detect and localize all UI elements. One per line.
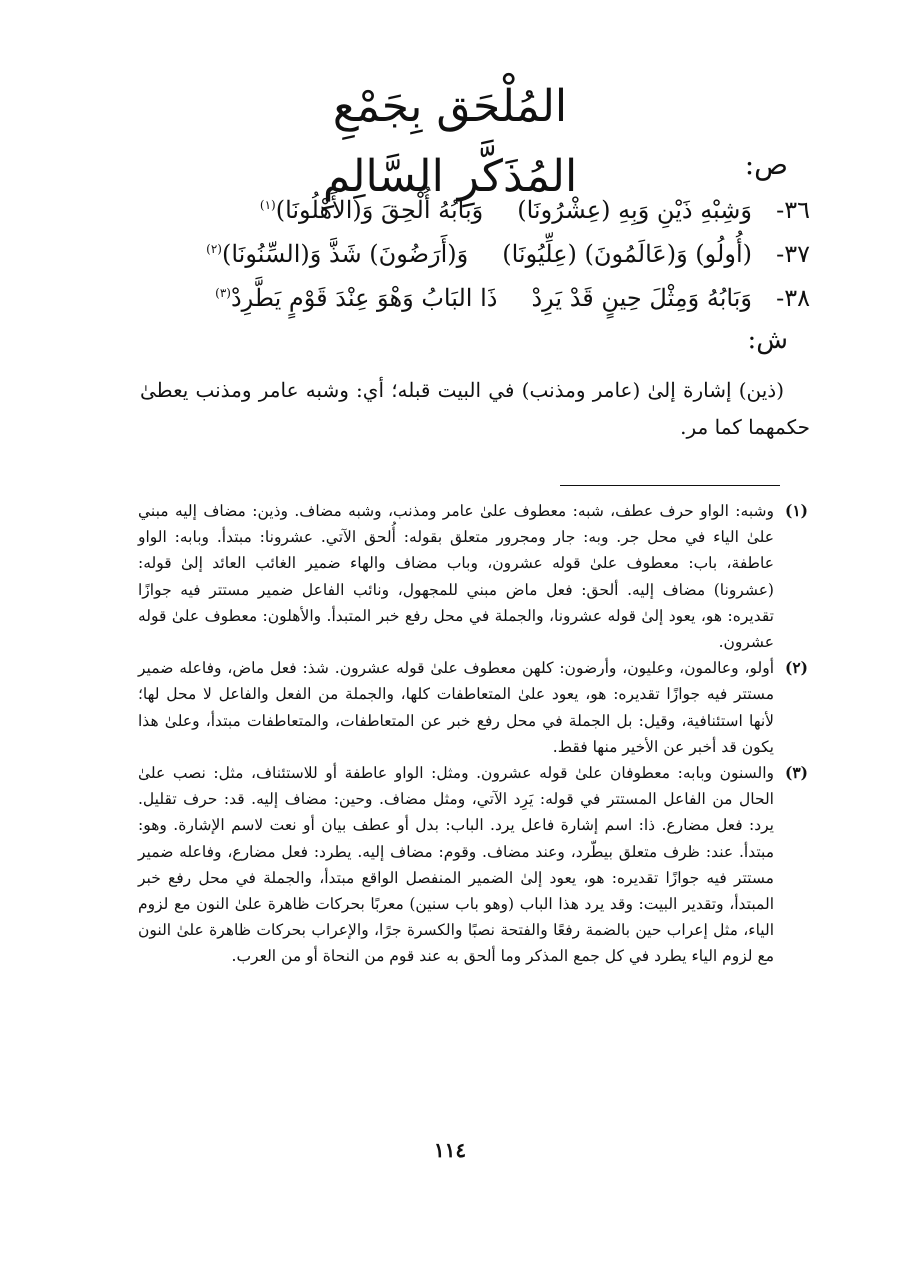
- page-number: ١١٤: [433, 1138, 467, 1162]
- verse-line: [140, 232, 810, 276]
- verse-second-half-text: ذَا البَابُ وَهْوَ عِنْدَ قَوْمٍ يَطَّرِدْ: [230, 284, 498, 312]
- footnote-item: [138, 655, 808, 760]
- chapter-title: المُلْحَق بِجَمْعِ المُذَكَّرِ السَّالِمِ: [322, 81, 578, 202]
- footnote-text: والسنون وبابه: معطوفان علىٰ قوله عشرون. ومثل: الواو عاطفة أو للاستئناف، مثل: نصب علىٰ الحال من الفاعل المستتر في قوله: يَرِد الآتي، ومثل مضاف. وحين: مضاف إليه. قد: حرف تقليل. يرد: فعل مضارع. ذا: اسم إشارة فاعل يرد. الباب: بدل أو عطف بيان أو نعت لاسم الإشارة. وهو: مبتدأ. عند: ظرف متعلق بيطّرد، وعند مضاف. وقوم: مضاف إليه. يطرد: فعل مضارع، وفاعله ضمير مستتر فيه جوازًا تقديره: هو، يعود إلىٰ الضمير المنفصل الواقع مبتدأ، والجملة في محل رفع خبر المبتدأ، وتقدير البيت: وقد يرد هذا الباب (وهو باب سنين) معربًا بحركات ظاهرة علىٰ النون مع لزوم الياء، مثل إعراب حين بالضمة رفعًا والفتحة نصبًا والكسرة جرًا، والإعراب بحركات ظاهرة علىٰ النون مع لزوم الياء يطرد في كل جمع المذكر وما ألحق به عند قوم من النحاة أو من العرب.: [138, 764, 774, 966]
- verse-second-half-text: وَبَابُهُ أُلْحِقَ وَ(الأَهْلُونَا): [275, 196, 484, 224]
- footnote-text: أولو، وعالمون، وعليون، وأرضون: كلهن معطوف علىٰ قوله عشرون. شذ: فعل ماض، وفاعله ضمير مستتر فيه جوازًا تقديره: هو، يعود علىٰ المتعاطفات كلها، والجملة من الفعل والفاعل لا محل لها؛ لأنها استئنافية، وقيل: بل الجملة في محل رفع خبر عن المتعاطفات، والمتعاطفات مبتدأ، وعلىٰ هذا يكون قد أخبر عن الأخير منها فقط.: [138, 659, 774, 756]
- verse-number: ٣٧-: [776, 240, 810, 268]
- commentary-paragraph: (ذين) إشارة إلىٰ (عامر ومذنب) في البيت قبله؛ أي: وشبه عامر ومذنب يعطىٰ حكمهما كما مر.: [140, 378, 810, 439]
- footnotes-section: [138, 498, 808, 970]
- footnote-text: وشبه: الواو حرف عطف، شبه: معطوف علىٰ عامر ومذنب، وشبه مضاف. وذين: مضاف إليه مبني علىٰ الياء في محل جر. وبه: جار ومجرور متعلق بقوله: أُلحق الآتي. عشرونا: مبتدأ. وبابه: الواو عاطفة، باب: معطوف علىٰ قوله عشرون، وباب مضاف والهاء ضمير الغائب العائد إلىٰ قوله: (عشرونا) مضاف إليه. ألحق: فعل ماض مبني للمجهول، ونائب الفاعل ضمير مستتر فيه جوازًا تقديره: هو، يعود إلىٰ قوله عشرونا، والجملة في محل رفع خبر المتبدأ. والأهلون: معطوف علىٰ قوله عشرون.: [138, 502, 774, 652]
- footnote-number: (١): [784, 501, 808, 520]
- footnote-item: [138, 760, 808, 970]
- verse-second-half: [260, 196, 483, 224]
- footnote-number: (٣): [784, 763, 808, 783]
- verse-first-half: وَشِبْهِ ذَيْنِ وَبِهِ (عِشْرُونَا): [517, 196, 752, 224]
- verse-line: [140, 276, 810, 320]
- verse-second-half-text: وَ(أَرَضُونَ) شَذَّ وَ(السِّنُونَا): [221, 240, 469, 268]
- verse-line: [140, 188, 810, 232]
- verse-first-half: (أُولُو) وَ(عَالَمُونَ) (عِلِّيُونَا): [502, 240, 752, 268]
- commentary-label: ش:: [747, 325, 788, 355]
- verse-number: ٣٦-: [776, 196, 810, 224]
- verse-second-half: [215, 284, 497, 312]
- verse-number: ٣٨-: [776, 284, 810, 312]
- verse-first-half: وَبَابُهُ وَمِثْلَ حِينٍ قَدْ يَرِدْ: [531, 284, 752, 312]
- verse-second-half: [206, 240, 468, 268]
- footnote-ref[interactable]: (١): [259, 198, 276, 212]
- text-label: ص:: [744, 148, 788, 181]
- footnote-number: (٢): [784, 658, 808, 678]
- footnote-ref[interactable]: (٣): [215, 286, 231, 300]
- footnote-item: [138, 498, 808, 655]
- footnote-divider: [560, 485, 780, 486]
- footnote-ref[interactable]: (٢): [206, 242, 222, 256]
